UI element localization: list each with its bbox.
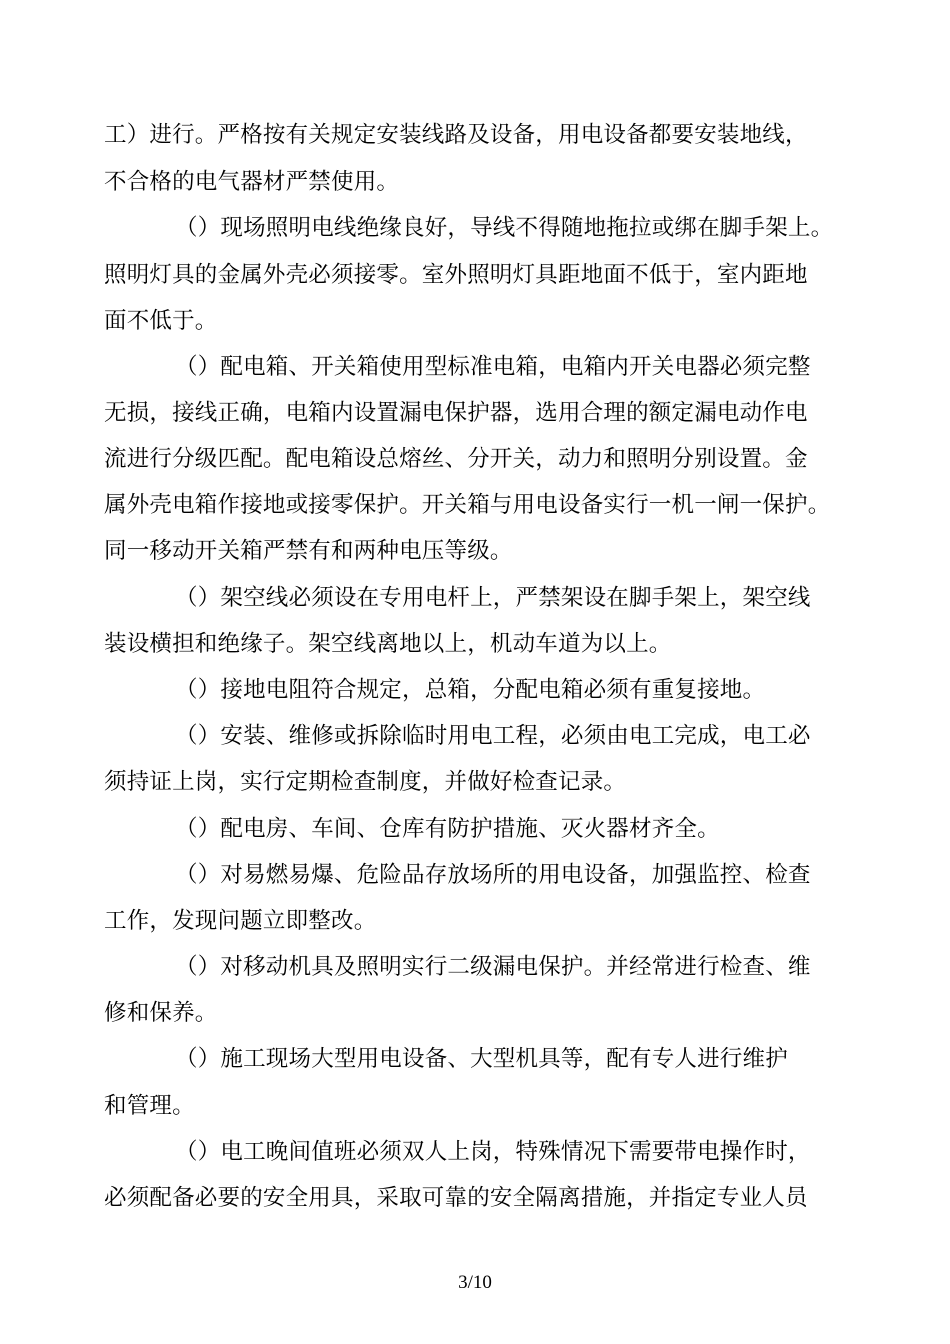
paragraph-start-line: （）配电箱、开关箱使用型标准电箱，电箱内开关电器必须完整 <box>175 354 811 380</box>
paragraph-start-line: （）对易燃易爆、危险品存放场所的用电设备，加强监控、检查 <box>175 862 811 888</box>
text-line: 流进行分级匹配。配电箱设总熔丝、分开关，动力和照明分别设置。金 <box>104 446 808 472</box>
text-line: 属外壳电箱作接地或接零保护。开关箱与用电设备实行一机一闸一保护。 <box>104 492 831 518</box>
text-line: 无损，接线正确，电箱内设置漏电保护器，选用合理的额定漏电动作电 <box>104 400 808 426</box>
text-line: 和管理。 <box>104 1093 195 1119</box>
paragraph-start-line: （）配电房、车间、仓库有防护措施、灭火器材齐全。 <box>175 816 720 842</box>
paragraph-start-line: （）现场照明电线绝缘良好，导线不得随地拖拉或绑在脚手架上。 <box>175 215 834 241</box>
text-line: 装设横担和绝缘子。架空线离地以上，机动车道为以上。 <box>104 631 672 657</box>
paragraph-start-line: （）施工现场大型用电设备、大型机具等，配有专人进行维护 <box>175 1046 788 1072</box>
text-line: 工作，发现问题立即整改。 <box>104 908 377 934</box>
text-line: 不合格的电气器材严禁使用。 <box>104 169 400 195</box>
paragraph-start-line: （）电工晚间值班必须双人上岗，特殊情况下需要带电操作时， <box>175 1139 811 1165</box>
paragraph-start-line: （）对移动机具及照明实行二级漏电保护。并经常进行检查、维 <box>175 954 811 980</box>
text-line: 工）进行。严格按有关规定安装线路及设备，用电设备都要安装地线， <box>104 122 808 148</box>
page-number: 3/10 <box>458 1272 492 1293</box>
paragraph-start-line: （）架空线必须设在专用电杆上，严禁架设在脚手架上，架空线 <box>175 585 811 611</box>
text-line: 同一移动开关箱严禁有和两种电压等级。 <box>104 538 513 564</box>
text-line: 面不低于。 <box>104 308 218 334</box>
paragraph-start-line: （）安装、维修或拆除临时用电工程，必须由电工完成，电工必 <box>175 723 811 749</box>
text-line: 修和保养。 <box>104 1000 218 1026</box>
text-line: 须持证上岗，实行定期检查制度，并做好检查记录。 <box>104 769 627 795</box>
text-line: 必须配备必要的安全用具，采取可靠的安全隔离措施，并指定专业人员 <box>104 1185 808 1211</box>
paragraph-start-line: （）接地电阻符合规定，总箱，分配电箱必须有重复接地。 <box>175 677 766 703</box>
text-line: 照明灯具的金属外壳必须接零。室外照明灯具距地面不低于，室内距地 <box>104 262 808 288</box>
